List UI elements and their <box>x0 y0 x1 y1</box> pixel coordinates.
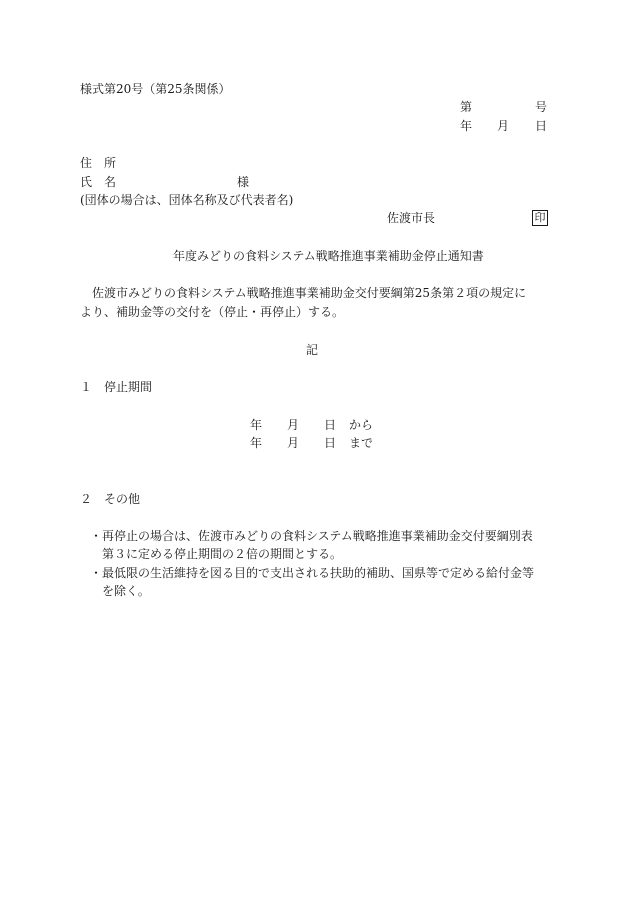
date-day: 日 <box>535 119 548 133</box>
to-suffix: まで <box>349 436 374 450</box>
seal-mark: 印 <box>532 210 548 226</box>
body-line-2: より、補助金等の交付を（停止・再停止）する。 <box>80 305 345 319</box>
date-year: 年 <box>460 119 473 133</box>
body-line-1: 佐渡市みどりの食料システム戦略推進事業補助金交付要綱第25条第２項の規定に <box>92 286 527 300</box>
bullet-mark-2: ・ <box>90 566 103 580</box>
from-suffix: から <box>349 418 374 432</box>
ki-heading: 記 <box>306 343 319 357</box>
document-title: 年度みどりの食料システム戦略推進事業補助金停止通知書 <box>173 249 484 263</box>
doc-number-suffix: 号 <box>535 100 548 114</box>
to-month: 月 <box>287 436 300 450</box>
honorific: 様 <box>237 175 250 189</box>
bullet-1-line-2: 第３に定める停止期間の２倍の期間とする。 <box>102 547 343 561</box>
from-day: 日 <box>324 418 337 432</box>
form-number: 様式第20号（第25条関係） <box>80 82 231 96</box>
section2-heading: ２ その他 <box>80 492 141 506</box>
to-year: 年 <box>250 436 263 450</box>
name-label: 氏 名 <box>80 175 117 189</box>
to-day: 日 <box>324 436 337 450</box>
bullet-mark-1: ・ <box>90 529 103 543</box>
date-month: 月 <box>497 119 510 133</box>
from-month: 月 <box>287 418 300 432</box>
section1-heading: １ 停止期間 <box>80 380 153 394</box>
bullet-1-line-1: 再停止の場合は、佐渡市みどりの食料システム戦略推進事業補助金交付要綱別表 <box>102 529 533 543</box>
issuer-title: 佐渡市長 <box>387 211 436 225</box>
doc-number-prefix: 第 <box>460 100 473 114</box>
group-note: (団体の場合は、団体名称及び代表者名) <box>80 193 294 207</box>
bullet-2-line-2: を除く。 <box>102 584 150 598</box>
bullet-2-line-1: 最低限の生活維持を図る目的で支出される扶助的補助、国県等で定める給付金等 <box>102 566 535 580</box>
from-year: 年 <box>250 418 263 432</box>
address-label: 住 所 <box>80 156 117 170</box>
